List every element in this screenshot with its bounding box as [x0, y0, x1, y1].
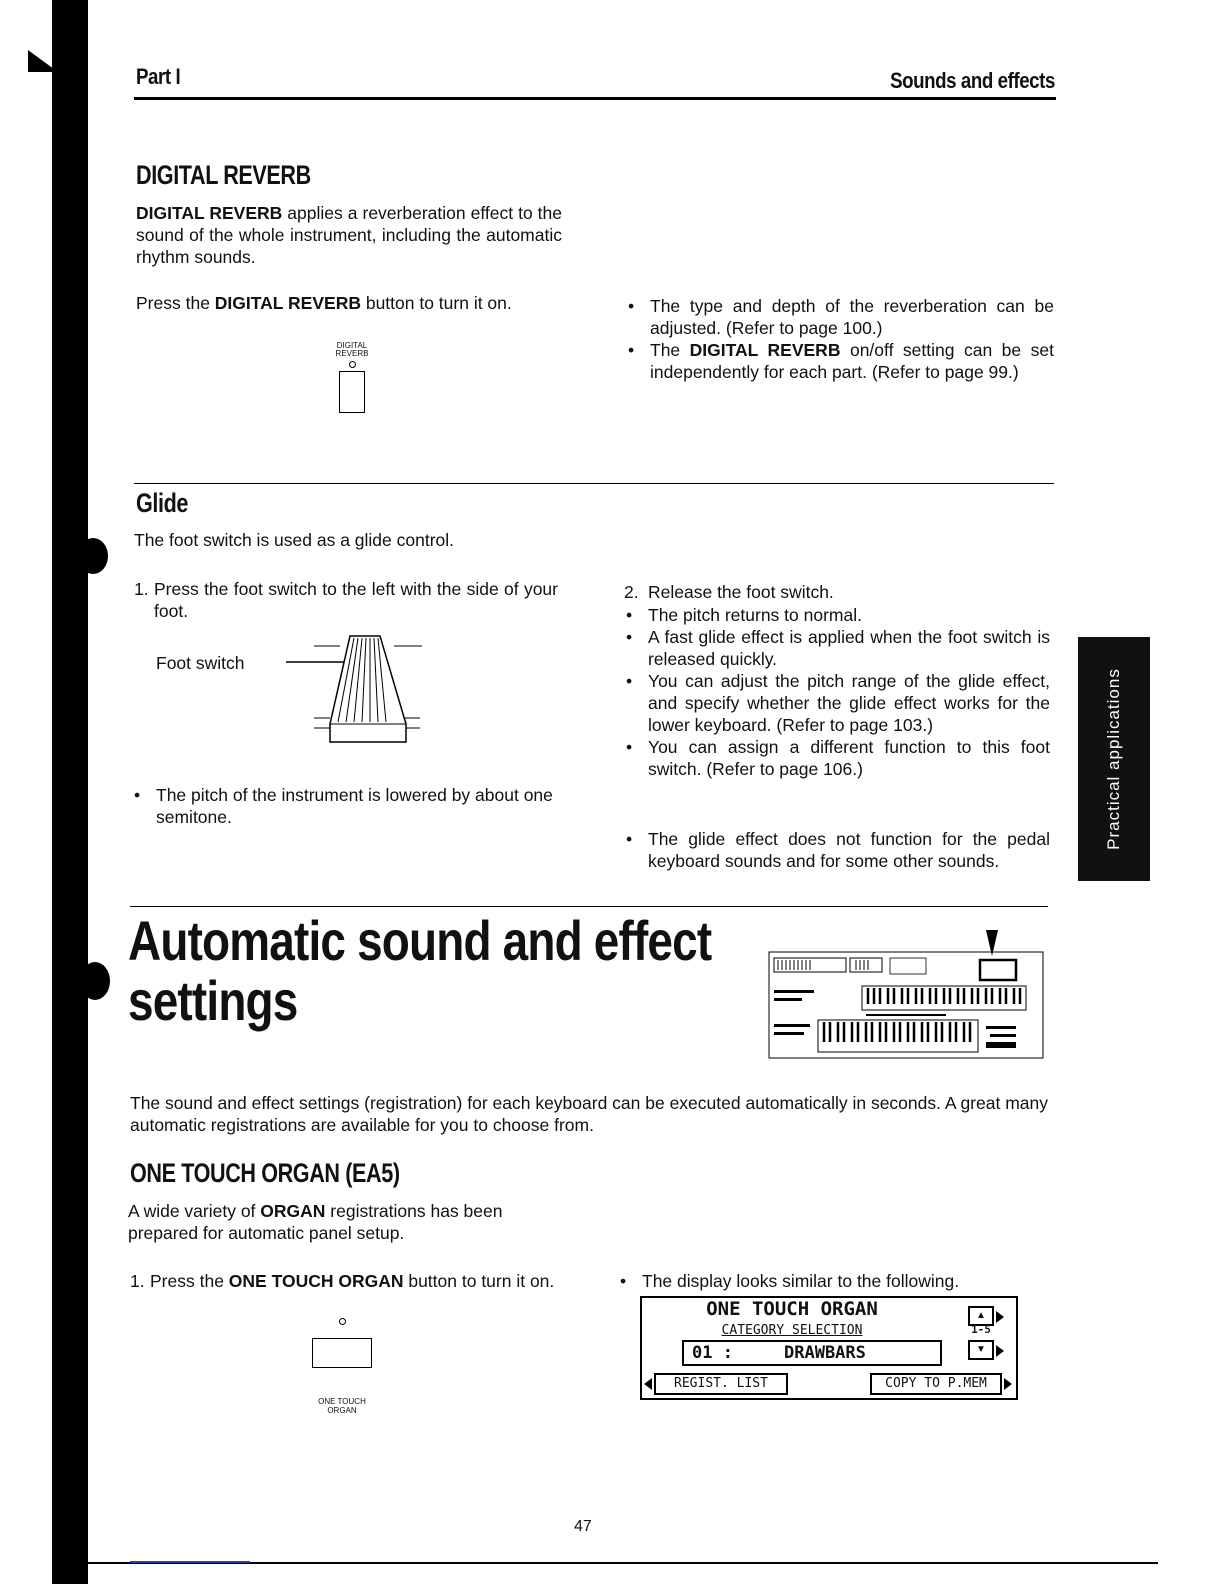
display-note: • The display looks similar to the following. [616, 1270, 1056, 1292]
one-touch-button-label-1: ONE TOUCH [318, 1397, 366, 1406]
section-rule-1 [134, 483, 1054, 484]
left-arrow-icon [644, 1378, 652, 1390]
digital-reverb-button[interactable] [326, 340, 378, 420]
lcd-value-name: DRAWBARS [784, 1343, 866, 1363]
lcd-title: ONE TOUCH ORGAN [706, 1298, 878, 1320]
one-touch-title: ONE TOUCH ORGAN (EA5) [130, 1158, 400, 1188]
up-arrow-icon [996, 1311, 1004, 1323]
digital-reverb-title: DIGITAL REVERB [136, 160, 311, 190]
one-touch-organ-button[interactable] [300, 1316, 384, 1422]
regist-list-button[interactable]: REGIST. LIST [654, 1373, 788, 1395]
glide-note-4: • You can assign a different function to this foot switch. (Refer to page 106.) [622, 736, 1050, 780]
digital-reverb-note-2: • The DIGITAL REVERB on/off setting can be set independently for each part. (Refer to page 99.) [624, 339, 1054, 383]
digital-reverb-button-label-2: REVERB [335, 349, 369, 358]
digital-reverb-intro: DIGITAL REVERB applies a reverberation effect to the sound of the whole instrument, including the automatic rhythm sounds. [136, 203, 562, 267]
header-part: Part I [136, 64, 181, 89]
glide-title: Glide [136, 488, 189, 518]
margin-dot-1 [78, 538, 108, 574]
right-arrow-icon [1004, 1378, 1012, 1390]
section-rule-2 [130, 906, 1048, 907]
bottom-rule-accent [130, 1561, 250, 1563]
glide-note-1: • The pitch returns to normal. [622, 604, 1050, 626]
lcd-display [640, 1296, 1018, 1400]
button-body [339, 371, 365, 413]
digital-reverb-press: Press the DIGITAL REVERB button to turn it on. [136, 293, 512, 313]
down-icon[interactable]: ▼ [968, 1340, 994, 1360]
digital-reverb-notes [624, 295, 1054, 383]
glide-notes [622, 604, 1050, 780]
copy-to-pmem-button[interactable]: COPY TO P.MEM [870, 1373, 1002, 1395]
lcd-value-box[interactable] [682, 1340, 942, 1366]
one-touch-intro: A wide variety of ORGAN registrations has been prepared for automatic panel setup. [128, 1201, 503, 1243]
page-number: 47 [574, 1518, 592, 1535]
digital-reverb-note-1: • The type and depth of the reverberation can be adjusted. (Refer to page 100.) [624, 295, 1054, 339]
header-rule [134, 97, 1056, 100]
led-icon [349, 361, 356, 368]
up-icon[interactable]: ▲ [968, 1306, 994, 1326]
glide-note-3: • You can adjust the pitch range of the glide effect, and specify whether the glide effect works for the lower keyboard. (Refer to page 103.) [622, 670, 1050, 736]
glide-intro: The foot switch is used as a glide control. [134, 530, 455, 550]
glide-note-5: • The glide effect does not function for the pedal keyboard sounds and for some other sounds. [622, 828, 1050, 872]
led-icon [339, 1318, 346, 1325]
lcd-subtitle: CATEGORY SELECTION [721, 1323, 863, 1338]
glide-note-2: • A fast glide effect is applied when the foot switch is released quickly. [622, 626, 1050, 670]
panel-overview-diagram [766, 928, 1046, 1062]
automatic-intro: The sound and effect settings (registration) for each keyboard can be executed automatically in seconds. A great many automatic registrations are available for you to choose from. [130, 1093, 1048, 1135]
side-tab [1078, 637, 1150, 881]
glide-step-1: 1. Press the foot switch to the left with the side of your foot. [134, 579, 558, 621]
side-tab-label: Practical applications [1104, 668, 1123, 850]
foot-switch-icon [280, 624, 430, 754]
header-title: Sounds and effects [890, 68, 1055, 93]
binding-notch [28, 50, 58, 72]
automatic-title-line-1: Automatic sound and effect [128, 909, 712, 972]
one-touch-step-1: 1. Press the ONE TOUCH ORGAN button to turn it on. [130, 1271, 555, 1291]
glide-final-note [622, 828, 1050, 872]
digital-reverb-button-label-1: DIGITAL [336, 341, 368, 350]
one-touch-notes [616, 1270, 1056, 1292]
binding-strip [52, 0, 88, 1584]
margin-dot-2 [80, 962, 110, 1000]
down-arrow-icon [996, 1345, 1004, 1357]
automatic-title-line-2: settings [128, 969, 298, 1032]
button-body [312, 1338, 372, 1368]
one-touch-button-label-2: ORGAN [327, 1406, 357, 1415]
lcd-value-number: 01 : [692, 1343, 733, 1363]
glide-left-note [130, 784, 560, 828]
foot-switch-label: Foot switch [156, 653, 245, 673]
glide-step-2: 2. Release the foot switch. [624, 582, 834, 602]
glide-pitch-note: • The pitch of the instrument is lowered by about one semitone. [130, 784, 560, 828]
lcd-range: 1-5 [971, 1323, 991, 1336]
